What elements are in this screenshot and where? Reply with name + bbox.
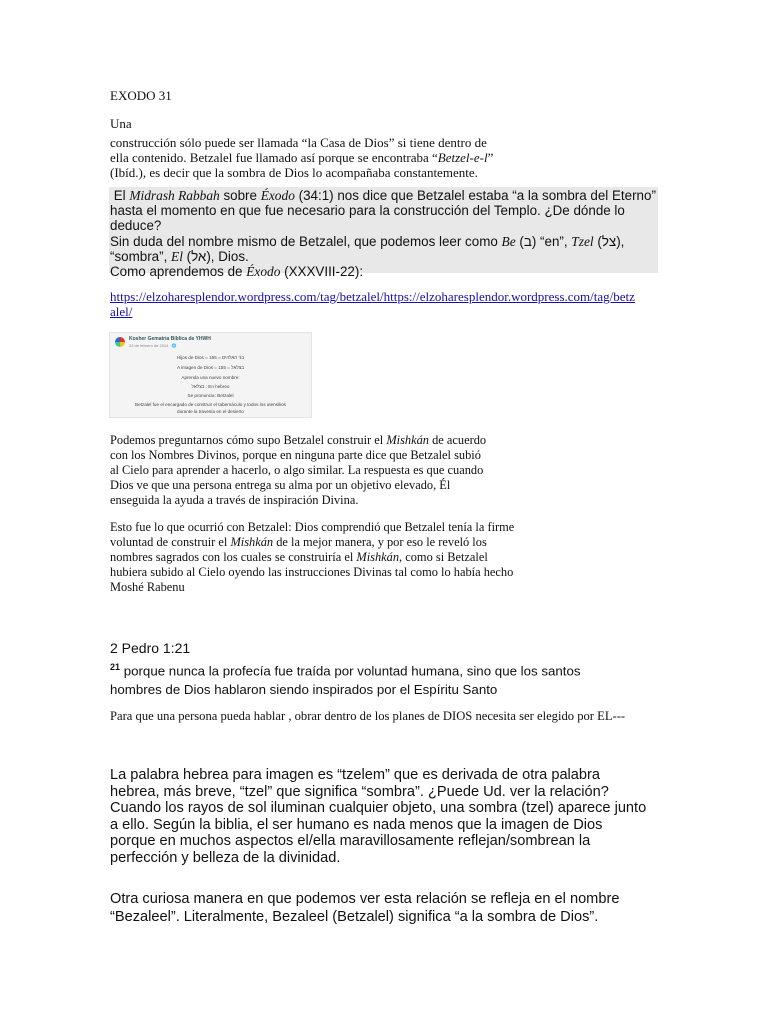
midrash-line: deduce? [110,218,162,234]
midrash-line [110,188,656,203]
midrash-paragraph [110,188,656,279]
italic-term: Be [501,233,516,249]
post-line: Betzalel fue el encargado de construir el tabernáculo y todos los utensilios [135,402,286,407]
paragraph: La palabra hebrea para imagen es “tzelem” que es derivada de otra palabra hebrea, más breve, “tzel” que significa “sombra”. ¿Puede Ud. ver la relación? Cuando los rayos de sol iluminan cualquier objeto, una sombra (tzel) aparece junto a ello. Según la biblia, el ser humano es nada menos que la imagen de Dios porque en muchos aspectos el/ella maravillosamente reflejan/sombrean la perfección y belleza de la divinidad. [110,767,647,866]
text-run: sobre [219,188,261,203]
midrash-line [110,234,656,249]
midrash-line: hasta el momento en que fue necesario para la construcción del Templo. ¿De dónde lo [110,203,625,219]
italic-term: Mishkán [386,433,429,447]
post-date: 22 de febrero de 2014 · 🌐 [129,343,177,348]
post-line: A imagen de Dios = 155 = בצלאל [176,365,245,370]
text-run: (XXXVIII-22): [280,264,364,280]
italic-term: Midrash Rabbah [129,188,220,203]
italic-term: Mishkán [356,550,400,564]
italic-term: Éxodo [260,188,295,203]
document-title: EXODO 31 [110,88,172,103]
paragraph [110,433,490,508]
text-run: Podemos preguntarnos cómo supo Betzalel construir el [110,433,387,447]
text-run: “sombra”, [110,248,172,264]
text-run: (ב) “en”, [515,233,572,249]
intro-paragraph [110,116,530,180]
text-run: Sin duda del nombre mismo de Betzalel, que podemos leer como [110,233,502,249]
text-run: Como aprendemos de [110,264,247,280]
verse-number: 21 [110,662,121,672]
post-line: durante la travesía en el desierto [177,409,244,414]
italic-term: El [171,248,183,264]
text-run: (אל), Dios. [182,248,249,264]
italic-term: Mishkán [230,535,274,549]
text-run: , como si Betzalel hubiera subido al Cielo oyendo las instrucciones Divinas tal como lo había hecho Moshé Rabenu [110,550,514,594]
intro-line: Una [110,116,132,131]
text-run: (34:1) nos dice que Betzalel estaba “a la sombra del Eterno” [294,188,656,203]
text-run: ” [487,150,494,165]
italic-term: Betzel-e-l [437,150,488,165]
page-logo-icon [115,337,125,347]
paragraph: Otra curiosa manera en que podemos ver esta relación se refleja en el nombre “Bezaleel”. Literalmente, Bezaleel (Betzalel) significa “a la sombra de Dios”. [110,891,620,925]
facebook-post-image [109,332,312,418]
intro-line: construcción sólo puede ser llamada “la Casa de Dios” si tiene dentro de [110,135,487,150]
text-run: Esto fue lo que ocurrió con Betzalel: Dios comprendió que Betzalel tenía la firme voluntad de construir el [110,520,515,549]
italic-term: Tzel [571,233,594,249]
verse-reference: 2 Pedro 1:21 [110,640,191,656]
post-line: Se pronuncia: Betzalel [187,393,234,398]
post-line: Hijos de Dios = 155 = בני האלהים [176,355,245,360]
midrash-line [110,249,656,264]
page-name: Kosher Gematria Bíblica de YHWH [129,336,211,342]
text-run: porque nunca la profecía fue traída por voluntad humana, sino que los santos hombres de Dios hablaron siendo inspirados por el Espíritu Santo [110,663,581,698]
paragraph: Para que una persona pueda hablar , obrar dentro de los planes de DIOS necesita ser elegido por EL--- [110,709,626,723]
intro-line [110,150,530,165]
text-run: de acuerdo con los Nombres Divinos, porque en ninguna parte dice que Betzalel subió al Cielo para aprender a hacerlo, o algo similar. La respuesta es que cuando Dios ve que una persona entrega su alma por un objetivo elevado, Él enseguida la ayuda a través de inspiración Divina. [110,433,487,507]
intro-line: (Ibíd.), es decir que la sombra de Dios lo acompañaba constantemente. [110,165,478,180]
source-link[interactable]: https://elzoharesplendor.wordpress.com/tag/betzalel/https://elzoharesplendor.wordpress.com/tag/betzalel/ [110,289,635,319]
text-run: de la mejor manera, y por eso le reveló los nombres sagrados con los cuales se construiría el [110,535,487,564]
text-run: El [110,188,130,203]
post-line: Aprenda una nuevo nombre: [181,375,240,380]
verse-text [110,658,610,699]
italic-term: Éxodo [246,264,281,280]
midrash-line [110,264,656,279]
post-line: בצלאל : En hebreo [191,384,230,389]
text-run: ella contenido. Betzalel fue llamado así porque se encontraba “ [110,150,438,165]
paragraph [110,520,520,595]
text-run: (צל), [593,233,625,249]
